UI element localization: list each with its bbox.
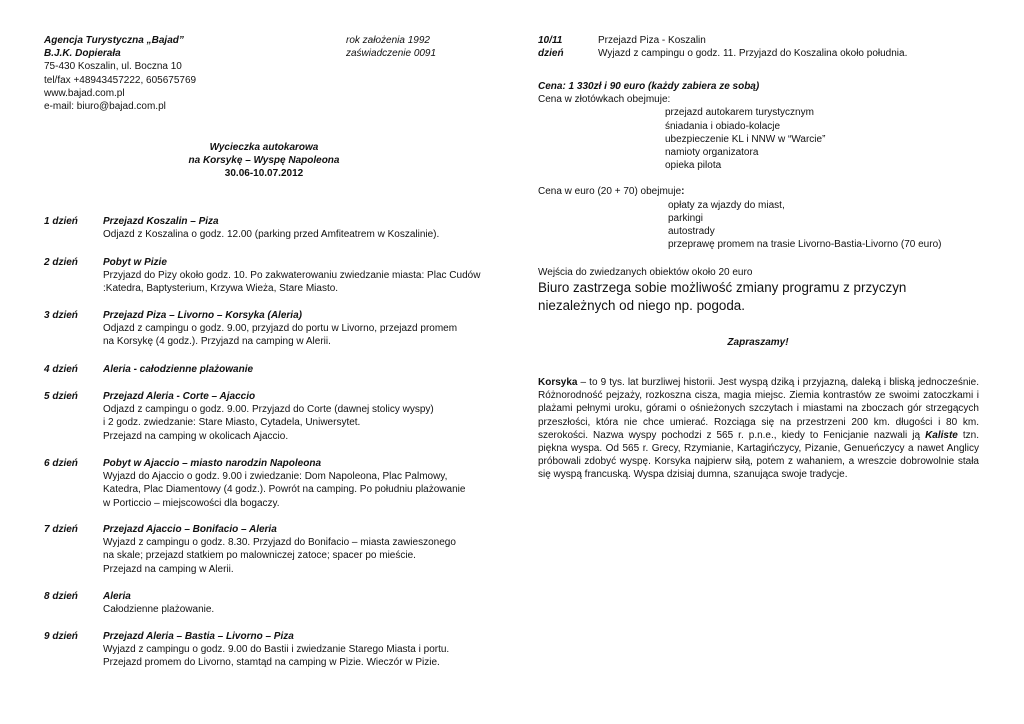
agency-address: 75-430 Koszalin, ul. Boczna 10: [44, 61, 182, 73]
day-text: :Katedra, Baptysterium, Krzywa Wieża, Stare Miasto.: [103, 283, 339, 295]
day-label: 8 dzień: [44, 591, 78, 602]
price-pln-item: ubezpieczenie KL i NNW w “Warcie”: [665, 133, 826, 145]
day-label: 6 dzień: [44, 458, 78, 469]
corsica-kaliste: Kaliste: [925, 429, 958, 441]
day-label: 7 dzień: [44, 524, 78, 535]
day-text: w Porticcio – miejscowości dla bogaczy.: [103, 497, 280, 509]
day-label: 10/11: [538, 35, 563, 46]
price-eur-item: opłaty za wjazdy do miast,: [668, 199, 785, 211]
program-change-notice: Biuro zastrzega sobie możliwość zmiany programu z przyczyn niezależnych od niego np. pogoda.: [538, 280, 907, 313]
price-eur-item: parkingi: [668, 212, 704, 224]
certificate-number: zaświadczenie 0091: [346, 48, 437, 60]
price-pln-item: przejazd autokarem turystycznym: [665, 107, 814, 119]
day-text: i 2 godz. zwiedzanie: Stare Miasto, Cytadela, Uniwersytet.: [103, 417, 361, 429]
day-text: Odjazd z Koszalina o godz. 12.00 (parking przed Amfiteatrem w Koszalinie).: [103, 229, 440, 241]
agency-email: e-mail: biuro@bajad.com.pl: [44, 101, 166, 113]
trip-title: [44, 141, 484, 181]
day-text: Przejazd promem do Livorno, stamtąd na camping w Pizie. Wieczór w Pizie.: [103, 657, 440, 669]
day-text: na Korsykę (4 godz.). Przyjazd na camping w Alerii.: [103, 336, 331, 348]
day-text: Katedra, Plac Diamentowy (4 godz.). Powrót na camping. Po południu plażowanie: [103, 484, 466, 496]
price-eur-intro: [538, 185, 978, 198]
day-title: Aleria - całodzienne plażowanie: [103, 364, 254, 375]
entrance-fees: Wejścia do zwiedzanych obiektów około 20 euro: [538, 267, 753, 278]
day-text: Przejazd na camping w Alerii.: [103, 563, 234, 575]
day-title: Przejazd Koszalin – Piza: [103, 216, 219, 227]
day-title: Przejazd Ajaccio – Bonifacio – Aleria: [103, 524, 277, 535]
day-label: 4 dzień: [44, 364, 78, 375]
day-title: Pobyt w Pizie: [103, 257, 167, 268]
price-section: [538, 80, 978, 251]
day-text: Wyjazd z campingu o godz. 8.30. Przyjazd do Bonifacio – miasta zawieszonego: [103, 537, 456, 549]
founded-year: rok założenia 1992: [346, 35, 430, 46]
trip-dates: 30.06-10.07.2012: [224, 168, 304, 180]
trip-title-line2: na Korsykę – Wyspę Napoleona: [188, 155, 340, 167]
price-eur-item: przeprawę promem na trasie Livorno-Bastia-Livorno (70 euro): [668, 239, 942, 251]
day-label: 2 dzień: [44, 257, 78, 268]
day-title: Przejazd Aleria - Corte – Ajaccio: [103, 391, 256, 402]
day-label: 5 dzień: [44, 391, 78, 402]
day-label: 9 dzień: [44, 631, 78, 642]
corsica-description: [538, 376, 979, 482]
price-pln-item: śniadania i obiado-kolacje: [665, 120, 781, 132]
trip-title-line1: Wycieczka autokarowa: [209, 142, 319, 153]
agency-registration: [346, 34, 496, 60]
day-text: Wyjazd z campingu o godz. 9.00 do Bastii i zwiedzanie Starego Miasta i portu.: [103, 644, 450, 656]
day-label-word: dzień: [538, 48, 564, 59]
day-title: Aleria: [103, 591, 131, 602]
agency-name: Agencja Turystyczna „Bajad”: [44, 35, 184, 46]
day-text: Wyjazd z campingu o godz. 11. Przyjazd do Koszalina około południa.: [598, 48, 908, 60]
corsica-text-part1: – to 9 tys. lat burzliwej historii. Jest wyspą dziką i przyjazną, daleką i bliską jednocześnie. Różnorodność pejzaży, rozkoszna cisza, magia miejsc. Ziemia kontrastów ze swoimi zatoczkami i plażami pełnymi uroku, górami o ośnieżonych szczytach i miastami na zboczach gór strzegących przeszłości, która nie chce umierać. Rozciąga się na przestrzeni 200 km. długości i 80 km. szerokości. Nazwa wyspy pochodzi z 565 r. p.n.e., kiedy to Fenicjanie nazwali ją: [538, 377, 979, 441]
agency-www: www.bajad.com.pl: [44, 87, 125, 99]
day-text: Odjazd z campingu o godz. 9.00. Przyjazd do Corte (dawnej stolicy wyspy): [103, 404, 434, 416]
price-pln-intro: Cena w złotówkach obejmuje:: [538, 94, 671, 106]
day-title: Przejazd Piza - Koszalin: [598, 35, 706, 46]
day-title: Pobyt w Ajaccio – miasto narodzin Napoleona: [103, 458, 322, 469]
agency-bjk: B.J.K. Dopierała: [44, 48, 121, 60]
price-eur-intro-text: Cena w euro (20 + 70) obejmuje: [538, 186, 682, 198]
day-text: Przejazd na camping w okolicach Ajaccio.: [103, 430, 289, 442]
agency-phone: tel/fax +48943457222, 605675769: [44, 74, 197, 86]
price-eur-colon: :: [681, 186, 685, 198]
price-pln-item: namioty organizatora: [665, 147, 759, 159]
corsica-text-part2: tzn. piękna wyspa. Od 565 r. Grecy, Rzymianie, Kartagińczycy, Pizanie, Genueńczycy a nawet Anglicy próbowali zdobyć wyspę. Korsyka najpierw siłą, potem z wahaniem, a wreszcie dobrowolnie stała się wyspą francuską. Wyspa dzisiaj dumna, szanująca swoje tradycje.: [538, 429, 979, 481]
day-text: na skale; przejazd statkiem po malowniczej zatoce; spacer po mieście.: [103, 550, 416, 562]
invitation: Zapraszamy!: [727, 337, 789, 348]
day-text: Odjazd z campingu o godz. 9.00, przyjazd do portu w Livorno, przejazd promem: [103, 323, 458, 335]
day-label: 1 dzień: [44, 216, 78, 227]
day-title: Przejazd Piza – Livorno – Korsyka (Aleria): [103, 310, 302, 321]
corsica-name: Korsyka: [538, 377, 578, 388]
price-eur-item: autostrady: [668, 226, 715, 238]
day-text: Przyjazd do Pizy około godz. 10. Po zakwaterowaniu zwiedzanie miasta: Plac Cudów: [103, 270, 481, 282]
price-title: Cena: 1 330zł i 90 euro (każdy zabiera ze sobą): [538, 81, 760, 92]
price-pln-item: opieka pilota: [665, 160, 722, 172]
day-text: Całodzienne plażowanie.: [103, 604, 215, 616]
day-text: Wyjazd do Ajaccio o godz. 9.00 i zwiedzanie: Dom Napoleona, Plac Palmowy,: [103, 471, 448, 483]
day-label: 3 dzień: [44, 310, 78, 321]
day-title: Przejazd Aleria – Bastia – Livorno – Piza: [103, 631, 294, 642]
